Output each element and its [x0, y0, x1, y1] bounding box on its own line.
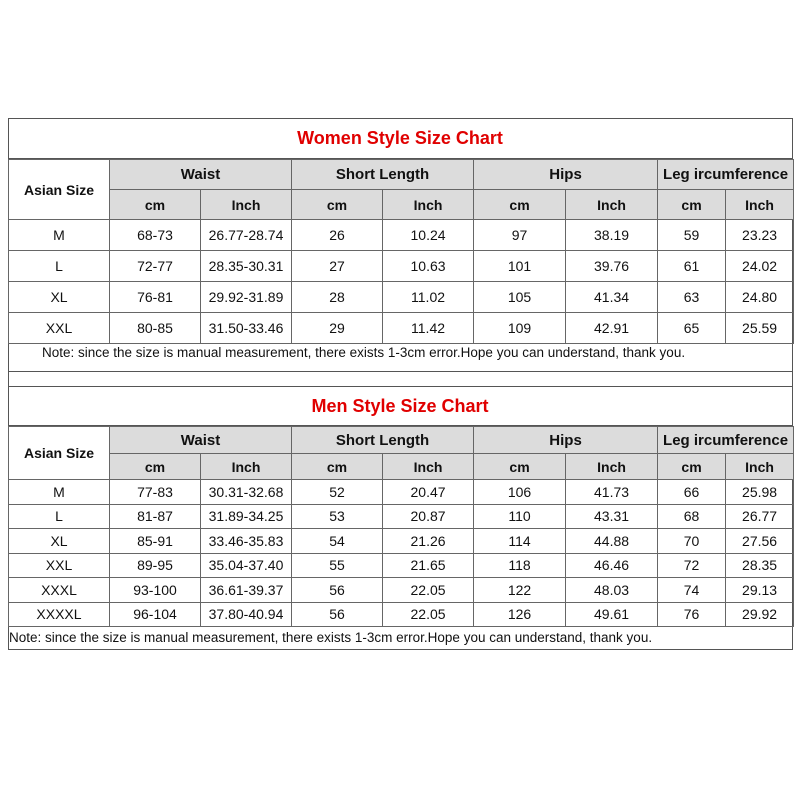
table-row [9, 553, 794, 578]
men-measurement-cell: 22.05 [383, 578, 474, 603]
women-size-label: XXL [9, 313, 110, 344]
men-measurement-cell: 21.65 [383, 553, 474, 578]
men-note: Note: since the size is manual measurement, there exists 1-3cm error.Hope you can understand, thank you. [9, 630, 653, 645]
women-unit-header: Inch [726, 190, 794, 220]
men-unit-header: cm [292, 454, 383, 480]
section-divider-top [8, 371, 793, 372]
women-size-label: M [9, 220, 110, 251]
table-row [9, 480, 794, 505]
men-unit-header: cm [658, 454, 726, 480]
women-unit-header: Inch [383, 190, 474, 220]
women-measurement-cell: 61 [658, 251, 726, 282]
women-unit-header: cm [110, 190, 201, 220]
women-unit-header: Inch [201, 190, 292, 220]
men-measurement-cell: 85-91 [110, 529, 201, 554]
men-unit-header: Inch [201, 454, 292, 480]
women-measurement-cell: 11.02 [383, 282, 474, 313]
women-measurement-cell: 27 [292, 251, 383, 282]
women-note: Note: since the size is manual measurement, there exists 1-3cm error.Hope you can understand, thank you. [42, 345, 686, 360]
men-measurement-cell: 27.56 [726, 529, 794, 554]
men-chart-title: Men Style Size Chart [311, 396, 489, 416]
women-measurement-cell: 29 [292, 313, 383, 344]
table-row [9, 602, 794, 627]
men-measurement-cell: 70 [658, 529, 726, 554]
men-measurement-cell: 76 [658, 602, 726, 627]
men-group-header: Leg ircumference [658, 427, 794, 454]
table-row [9, 282, 794, 313]
women-group-header: Short Length [292, 160, 474, 190]
men-unit-header: cm [110, 454, 201, 480]
men-size-label: XL [9, 529, 110, 554]
men-measurement-cell: 43.31 [566, 504, 658, 529]
men-measurement-cell: 20.47 [383, 480, 474, 505]
women-measurement-cell: 42.91 [566, 313, 658, 344]
men-measurement-cell: 93-100 [110, 578, 201, 603]
men-size-label: L [9, 504, 110, 529]
table-row [9, 529, 794, 554]
women-chart-title: Women Style Size Chart [297, 128, 503, 148]
men-measurement-cell: 122 [474, 578, 566, 603]
men-size-label: XXL [9, 553, 110, 578]
men-measurement-cell: 20.87 [383, 504, 474, 529]
men-measurement-cell: 114 [474, 529, 566, 554]
men-measurement-cell: 55 [292, 553, 383, 578]
men-measurement-cell: 30.31-32.68 [201, 480, 292, 505]
men-measurement-cell: 25.98 [726, 480, 794, 505]
men-unit-header: Inch [566, 454, 658, 480]
men-measurement-cell: 29.13 [726, 578, 794, 603]
women-measurement-cell: 26 [292, 220, 383, 251]
men-group-header: Hips [474, 427, 658, 454]
table-row [9, 504, 794, 529]
men-measurement-cell: 26.77 [726, 504, 794, 529]
men-measurement-cell: 56 [292, 602, 383, 627]
women-measurement-cell: 97 [474, 220, 566, 251]
table-row [9, 313, 794, 344]
men-measurement-cell: 89-95 [110, 553, 201, 578]
men-measurement-cell: 44.88 [566, 529, 658, 554]
men-measurement-cell: 33.46-35.83 [201, 529, 292, 554]
men-measurement-cell: 81-87 [110, 504, 201, 529]
men-measurement-cell: 21.26 [383, 529, 474, 554]
women-unit-header: cm [474, 190, 566, 220]
men-group-header: Short Length [292, 427, 474, 454]
women-measurement-cell: 76-81 [110, 282, 201, 313]
men-measurement-cell: 48.03 [566, 578, 658, 603]
women-asian-size-header: Asian Size [9, 160, 110, 220]
men-measurement-cell: 36.61-39.37 [201, 578, 292, 603]
men-group-header: Waist [110, 427, 292, 454]
men-measurement-cell: 106 [474, 480, 566, 505]
women-group-header: Waist [110, 160, 292, 190]
women-size-label: XL [9, 282, 110, 313]
men-measurement-cell: 35.04-37.40 [201, 553, 292, 578]
section-divider-bottom [8, 386, 793, 387]
women-group-header: Leg ircumference [658, 160, 794, 190]
women-measurement-cell: 109 [474, 313, 566, 344]
women-measurement-cell: 10.63 [383, 251, 474, 282]
men-size-table [8, 426, 794, 627]
men-measurement-cell: 52 [292, 480, 383, 505]
women-measurement-cell: 101 [474, 251, 566, 282]
women-unit-header: Inch [566, 190, 658, 220]
women-unit-header: cm [292, 190, 383, 220]
men-measurement-cell: 56 [292, 578, 383, 603]
men-measurement-cell: 118 [474, 553, 566, 578]
men-measurement-cell: 110 [474, 504, 566, 529]
men-measurement-cell: 31.89-34.25 [201, 504, 292, 529]
women-measurement-cell: 39.76 [566, 251, 658, 282]
men-measurement-cell: 41.73 [566, 480, 658, 505]
men-unit-header: cm [474, 454, 566, 480]
women-measurement-cell: 68-73 [110, 220, 201, 251]
women-measurement-cell: 105 [474, 282, 566, 313]
men-unit-header: Inch [383, 454, 474, 480]
men-measurement-cell: 126 [474, 602, 566, 627]
men-measurement-cell: 68 [658, 504, 726, 529]
women-measurement-cell: 63 [658, 282, 726, 313]
table-row [9, 220, 794, 251]
women-measurement-cell: 65 [658, 313, 726, 344]
women-measurement-cell: 25.59 [726, 313, 794, 344]
women-measurement-cell: 24.02 [726, 251, 794, 282]
men-measurement-cell: 37.80-40.94 [201, 602, 292, 627]
men-asian-size-header: Asian Size [9, 427, 110, 480]
women-measurement-cell: 28 [292, 282, 383, 313]
men-measurement-cell: 49.61 [566, 602, 658, 627]
women-unit-header: cm [658, 190, 726, 220]
men-measurement-cell: 72 [658, 553, 726, 578]
men-measurement-cell: 66 [658, 480, 726, 505]
women-size-table [8, 159, 794, 344]
women-measurement-cell: 28.35-30.31 [201, 251, 292, 282]
women-measurement-cell: 38.19 [566, 220, 658, 251]
men-measurement-cell: 74 [658, 578, 726, 603]
women-group-header: Hips [474, 160, 658, 190]
women-measurement-cell: 29.92-31.89 [201, 282, 292, 313]
table-row [9, 251, 794, 282]
women-size-label: L [9, 251, 110, 282]
women-measurement-cell: 10.24 [383, 220, 474, 251]
men-measurement-cell: 96-104 [110, 602, 201, 627]
women-measurement-cell: 72-77 [110, 251, 201, 282]
women-measurement-cell: 59 [658, 220, 726, 251]
men-measurement-cell: 46.46 [566, 553, 658, 578]
men-measurement-cell: 77-83 [110, 480, 201, 505]
women-measurement-cell: 23.23 [726, 220, 794, 251]
women-measurement-cell: 41.34 [566, 282, 658, 313]
women-measurement-cell: 80-85 [110, 313, 201, 344]
men-measurement-cell: 29.92 [726, 602, 794, 627]
men-unit-header: Inch [726, 454, 794, 480]
men-measurement-cell: 22.05 [383, 602, 474, 627]
women-measurement-cell: 11.42 [383, 313, 474, 344]
women-measurement-cell: 24.80 [726, 282, 794, 313]
men-size-label: M [9, 480, 110, 505]
women-measurement-cell: 31.50-33.46 [201, 313, 292, 344]
table-row [9, 578, 794, 603]
men-size-label: XXXXL [9, 602, 110, 627]
men-measurement-cell: 54 [292, 529, 383, 554]
men-measurement-cell: 28.35 [726, 553, 794, 578]
men-measurement-cell: 53 [292, 504, 383, 529]
women-measurement-cell: 26.77-28.74 [201, 220, 292, 251]
men-size-label: XXXL [9, 578, 110, 603]
